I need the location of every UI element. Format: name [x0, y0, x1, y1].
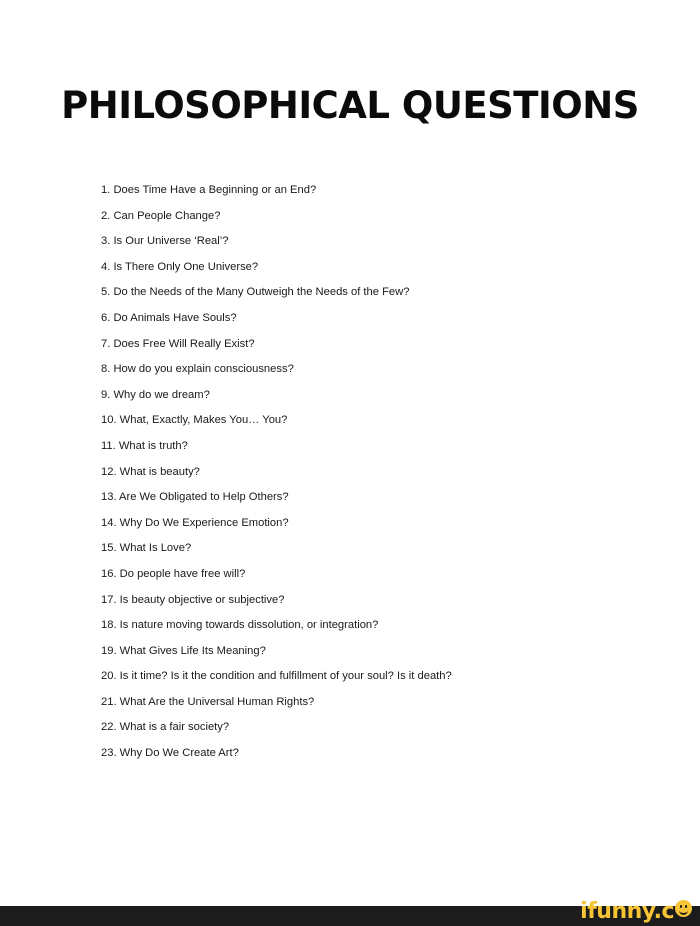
- smiley-icon: [675, 900, 692, 917]
- list-item: 17. Is beauty objective or subjective?: [101, 593, 285, 606]
- list-item: 16. Do people have free will?: [101, 567, 246, 580]
- list-item: 5. Do the Needs of the Many Outweigh the Needs of the Few?: [101, 286, 410, 299]
- list-item: 2. Can People Change?: [101, 209, 221, 222]
- questions-list: [101, 178, 452, 767]
- list-item: 11. What is truth?: [101, 439, 188, 452]
- list-item: 8. How do you explain consciousness?: [101, 363, 294, 376]
- list-item: 14. Why Do We Experience Emotion?: [101, 516, 289, 529]
- list-item: 13. Are We Obligated to Help Others?: [101, 491, 289, 504]
- watermark-text: ifunny.c: [580, 899, 674, 924]
- list-item: 19. What Gives Life Its Meaning?: [101, 644, 266, 657]
- ifunny-watermark[interactable]: [580, 899, 692, 925]
- list-item: 7. Does Free Will Really Exist?: [101, 337, 255, 350]
- list-item: 9. Why do we dream?: [101, 388, 210, 401]
- list-item: 4. Is There Only One Universe?: [101, 260, 259, 273]
- list-item: 21. What Are the Universal Human Rights?: [101, 695, 315, 708]
- list-item: 20. Is it time? Is it the condition and fulfillment of your soul? Is it death?: [101, 670, 452, 683]
- list-item: 10. What, Exactly, Makes You… You?: [101, 414, 288, 427]
- list-item: 3. Is Our Universe ‘Real’?: [101, 235, 229, 248]
- list-item: 15. What Is Love?: [101, 542, 192, 555]
- list-item: 12. What is beauty?: [101, 465, 200, 478]
- page-title: PHILOSOPHICAL QUESTIONS: [61, 84, 639, 127]
- list-item: 1. Does Time Have a Beginning or an End?: [101, 184, 317, 196]
- list-item: 18. Is nature moving towards dissolution, or integration?: [101, 619, 379, 632]
- list-item: 23. Why Do We Create Art?: [101, 747, 239, 760]
- list-item: 22. What is a fair society?: [101, 721, 230, 734]
- list-item: 6. Do Animals Have Souls?: [101, 311, 237, 324]
